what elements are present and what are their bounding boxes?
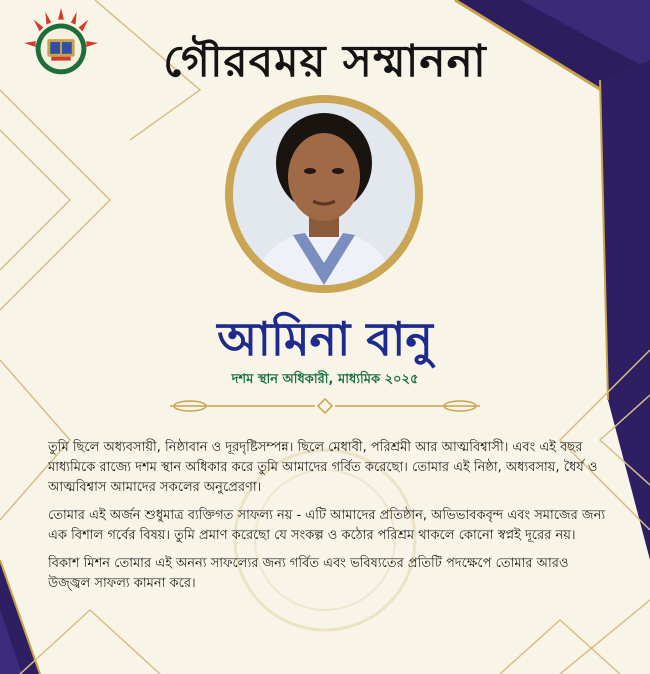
paragraph-2: তোমার এই অর্জন শুধুমাত্র ব্যক্তিগত সাফল্য নয় - এটি আমাদের প্রতিষ্ঠান, অভিভাবকবৃন্দ এবং সমাজের জন্য এক বিশাল গর্বের বিষয়। তুমি প্রমাণ করেছো যে সংকল্প ও কঠোর পরিশ্রম থাকলে কোনো স্বপ্নই দূরের নয়।: [48, 508, 606, 543]
paragraph-1: তুমি ছিলে অধ্যবসায়ী, নিষ্ঠাবান ও দূরদৃষ্টিসম্পন্ন। ছিলে মেধাবী, পরিশ্রমী আর আত্মবিশ্বাসী। এবং এই বছর মাধ্যমিকে রাজ্যে দশম স্থান অধিকার করে তুমি আমাদের গর্বিত করেছো। তোমার এই নিষ্ঠা, অধ্যবসায়, ধৈর্য ও আত্মবিশ্বাস আমাদের সকলের অনুপ্রেরণা।: [48, 440, 598, 495]
student-photo: [233, 103, 415, 285]
rank-subtitle: দশম স্থান অধিকারী, মাধ্যমিক ২০২৫: [231, 372, 419, 387]
paragraph-3: বিকাশ মিশন তোমার এই অনন্য সাফল্যের জন্য গর্বিত এবং ভবিষ্যতের প্রতিটি পদক্ষেপে তোমার আরও উজ্জ্বল সাফল্য কামনা করে।: [48, 556, 569, 591]
page-title: গৌরবময় সম্মাননা: [163, 36, 487, 87]
ornamental-divider: [160, 396, 490, 416]
message-body: [48, 438, 614, 602]
student-name: আমিনা বানু: [217, 312, 433, 366]
